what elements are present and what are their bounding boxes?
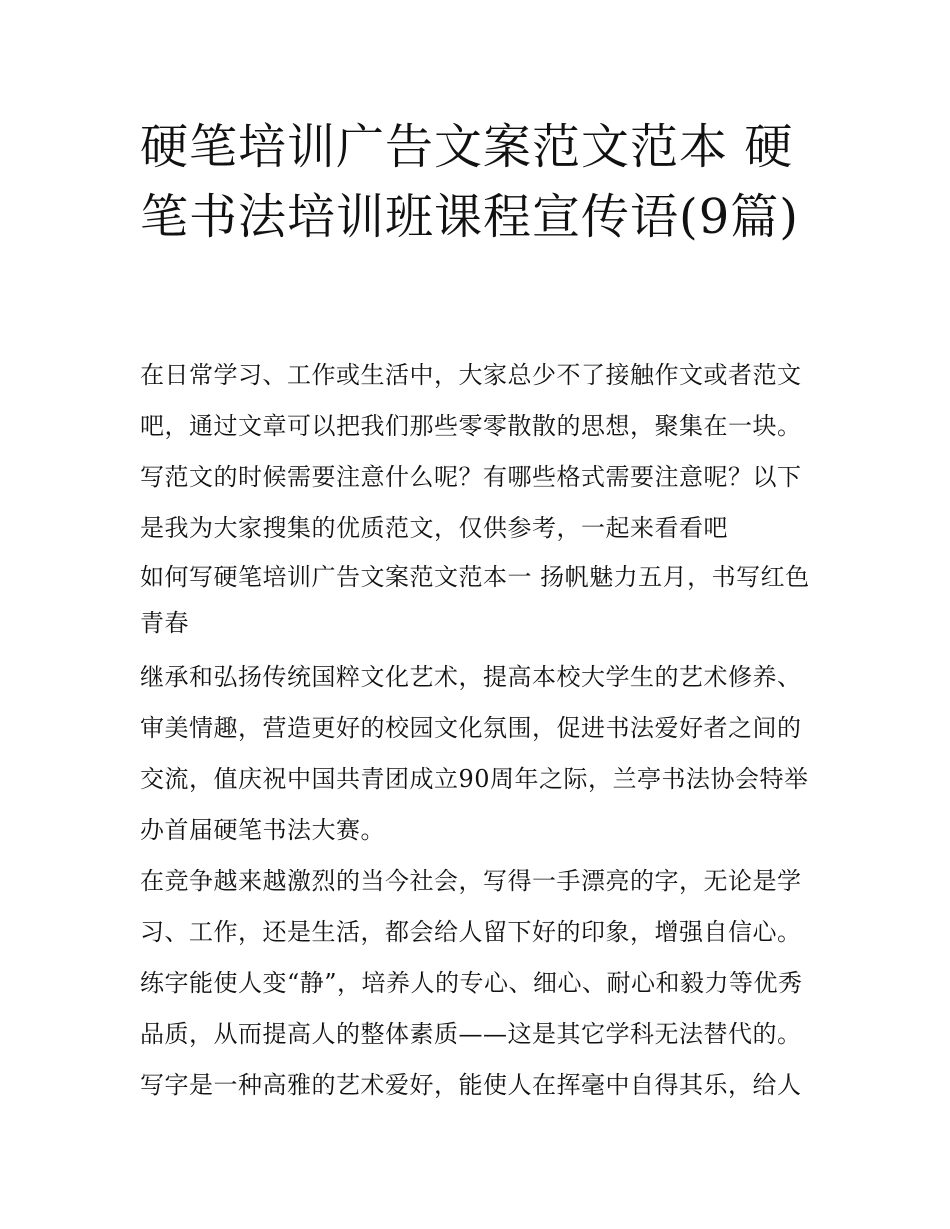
body-paragraph-1: 继承和弘扬传统国粹文化艺术，提高本校大学生的艺术修养、审美情趣，营造更好的校园文化氛围，促进书法爱好者之间的交流，值庆祝中国共青团成立90周年之际，兰亭书法协会特举办首届硬笔书法大赛。: [140, 663, 809, 844]
section-heading: 如何写硬笔培训广告文案范文范本一 扬帆魅力五月，书写红色青春: [140, 563, 810, 637]
intro-paragraph: 在日常学习、工作或生活中，大家总少不了接触作文或者范文吧，通过文章可以把我们那些零零散散的思想，聚集在一块。写范文的时候需要注意什么呢？有哪些格式需要注意呢？以下是我为大家搜集的优质范文，仅供参考，一起来看看吧: [140, 361, 802, 542]
body-paragraph-2: 在竞争越来越激烈的当今社会，写得一手漂亮的字，无论是学习、工作，还是生活，都会给人留下好的印象，增强自信心。练字能使人变“静”，培养人的专心、细心、耐心和毅力等优秀品质，从而提高人的整体素质——这是其它学科无法替代的。写字是一种高雅的艺术爱好，能使人在挥毫中自得其乐，给人: [140, 867, 803, 1099]
document-title: 硬笔培训广告文案范文范本 硬笔书法培训班课程宣传语(9篇): [140, 119, 799, 245]
document-body: [140, 350, 820, 1111]
